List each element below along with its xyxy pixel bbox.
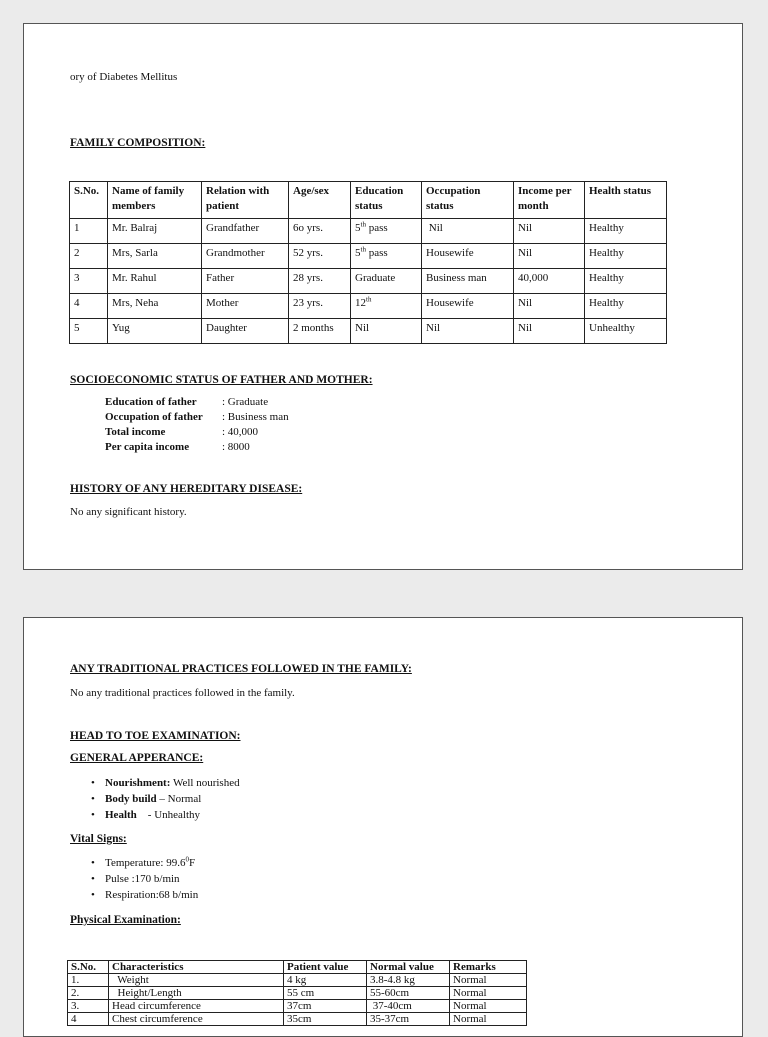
cell-normal-value: 35-37cm	[367, 1013, 450, 1026]
table-row	[70, 294, 667, 319]
cell-patient-value: 37cm	[284, 1000, 367, 1013]
cell-age: 2 months	[289, 319, 351, 344]
cell-name: Mr. Rahul	[108, 269, 202, 294]
general-appearance-heading: GENERAL APPERANCE:	[70, 752, 204, 764]
cell-name: Mrs, Sarla	[108, 244, 202, 269]
cell-relation: Mother	[202, 294, 289, 319]
hereditary-text: No any significant history.	[70, 506, 187, 518]
table-header-row	[70, 182, 667, 219]
education-sup: th	[360, 220, 366, 229]
cell-characteristic: Height/Length	[109, 987, 284, 1000]
cell-characteristic: Chest circumference	[109, 1013, 284, 1026]
ses-item	[105, 395, 289, 410]
intro-line: ory of Diabetes Mellitus	[70, 71, 178, 83]
general-appearance-list	[89, 775, 240, 823]
cell-relation: Father	[202, 269, 289, 294]
ses-item	[105, 410, 289, 425]
head-to-toe-heading: HEAD TO TOE EXAMINATION:	[70, 730, 241, 742]
table-header-row	[68, 961, 527, 974]
education-sup: th	[360, 245, 366, 254]
cell-occupation: Nil	[422, 319, 514, 344]
table-row	[70, 319, 667, 344]
cell-occupation: Nil	[422, 219, 514, 244]
ses-value: : Graduate	[222, 396, 269, 408]
ses-value: : 40,000	[222, 426, 259, 438]
cell-health: Healthy	[585, 294, 667, 319]
cell-occupation: Housewife	[422, 294, 514, 319]
cell-education	[351, 219, 422, 244]
cell-income: Nil	[514, 219, 585, 244]
item-value: Well nourished	[170, 777, 240, 789]
header-occupation: Occupation status	[422, 182, 514, 219]
cell-normal-value: 37-40cm	[367, 1000, 450, 1013]
list-item	[89, 775, 240, 791]
cell-sno: 1	[70, 219, 108, 244]
header-education: Education status	[351, 182, 422, 219]
ses-value: : 8000	[222, 441, 250, 453]
ses-label: Total income	[105, 426, 166, 438]
cell-sno: 4	[68, 1013, 109, 1026]
table-row	[68, 1000, 527, 1013]
item-value: – Normal	[156, 793, 202, 805]
family-composition-heading: FAMILY COMPOSITION:	[70, 137, 206, 149]
physical-examination-heading: Physical Examination:	[70, 914, 181, 926]
item-label: Nourishment:	[105, 777, 171, 789]
cell-remarks: Normal	[450, 974, 527, 987]
table-row	[70, 244, 667, 269]
traditional-practices-heading: ANY TRADITIONAL PRACTICES FOLLOWED IN THE FAMILY:	[70, 663, 412, 675]
cell-normal-value: 3.8-4.8 kg	[367, 974, 450, 987]
cell-name: Mr. Balraj	[108, 219, 202, 244]
header-income: Income per month	[514, 182, 585, 219]
cell-sno: 4	[70, 294, 108, 319]
cell-age: 6o yrs.	[289, 219, 351, 244]
traditional-practices-text: No any traditional practices followed in the family.	[70, 687, 295, 699]
ses-item	[105, 425, 289, 440]
ses-value: : Business man	[222, 411, 289, 423]
education-value: Graduate	[355, 272, 396, 284]
list-item: • Pulse :170 b/min	[89, 871, 198, 887]
item-label: Health	[105, 809, 137, 821]
cell-income: Nil	[514, 244, 585, 269]
cell-remarks: Normal	[450, 1000, 527, 1013]
cell-patient-value: 35cm	[284, 1013, 367, 1026]
cell-name: Mrs, Neha	[108, 294, 202, 319]
temperature-unit: F	[188, 857, 196, 869]
list-item: • Respiration:68 b/min	[89, 887, 198, 903]
cell-sno: 3	[70, 269, 108, 294]
cell-sno: 5	[70, 319, 108, 344]
document-page-1	[23, 23, 743, 570]
cell-sno: 3.	[68, 1000, 109, 1013]
ses-item	[105, 440, 289, 455]
cell-education	[351, 269, 422, 294]
table-row	[70, 269, 667, 294]
header-sno: S.No.	[68, 961, 109, 974]
education-suffix: pass	[365, 222, 388, 234]
family-composition-table	[69, 181, 667, 344]
education-value: 12	[355, 297, 366, 309]
cell-education	[351, 244, 422, 269]
cell-health: Healthy	[585, 244, 667, 269]
physical-examination-table	[67, 960, 527, 1026]
cell-relation: Grandmother	[202, 244, 289, 269]
vital-signs-list	[89, 855, 198, 903]
cell-characteristic: Head circumference	[109, 1000, 284, 1013]
education-value: Nil	[355, 322, 370, 334]
header-relation: Relation with patient	[202, 182, 289, 219]
socioeconomic-list	[105, 395, 289, 455]
list-item	[89, 855, 198, 871]
header-health: Health status	[585, 182, 667, 219]
vital-temperature: Temperature: 99.6	[105, 857, 186, 869]
ses-label: Occupation of father	[105, 411, 203, 423]
cell-sno: 2	[70, 244, 108, 269]
list-item	[89, 791, 240, 807]
cell-education	[351, 294, 422, 319]
header-age: Age/sex	[289, 182, 351, 219]
cell-patient-value: 55 cm	[284, 987, 367, 1000]
table-row	[68, 974, 527, 987]
ses-label: Education of father	[105, 396, 197, 408]
cell-patient-value: 4 kg	[284, 974, 367, 987]
header-characteristics: Characteristics	[109, 961, 284, 974]
cell-age: 28 yrs.	[289, 269, 351, 294]
header-remarks: Remarks	[450, 961, 527, 974]
header-name: Name of family members	[108, 182, 202, 219]
cell-age: 23 yrs.	[289, 294, 351, 319]
cell-income: Nil	[514, 319, 585, 344]
header-sno: S.No.	[70, 182, 108, 219]
cell-characteristic: Weight	[109, 974, 284, 987]
hereditary-heading: HISTORY OF ANY HEREDITARY DISEASE:	[70, 483, 303, 495]
header-normal-value: Normal value	[367, 961, 450, 974]
cell-education	[351, 319, 422, 344]
cell-income: Nil	[514, 294, 585, 319]
ses-label: Per capita income	[105, 441, 190, 453]
cell-occupation: Housewife	[422, 244, 514, 269]
table-row	[68, 987, 527, 1000]
cell-sno: 1.	[68, 974, 109, 987]
item-value: - Unhealthy	[136, 809, 201, 821]
cell-relation: Daughter	[202, 319, 289, 344]
cell-health: Healthy	[585, 269, 667, 294]
cell-remarks: Normal	[450, 1013, 527, 1026]
list-item	[89, 807, 240, 823]
cell-normal-value: 55-60cm	[367, 987, 450, 1000]
cell-income: 40,000	[514, 269, 585, 294]
education-sup: th	[366, 295, 372, 304]
education-suffix: pass	[365, 247, 388, 259]
cell-name: Yug	[108, 319, 202, 344]
header-patient-value: Patient value	[284, 961, 367, 974]
cell-sno: 2.	[68, 987, 109, 1000]
education-value: 5	[355, 222, 361, 234]
cell-health: Unhealthy	[585, 319, 667, 344]
cell-health: Healthy	[585, 219, 667, 244]
item-label: Body build	[105, 793, 157, 805]
cell-relation: Grandfather	[202, 219, 289, 244]
education-value: 5	[355, 247, 361, 259]
cell-age: 52 yrs.	[289, 244, 351, 269]
cell-occupation: Business man	[422, 269, 514, 294]
cell-remarks: Normal	[450, 987, 527, 1000]
document-page-2	[23, 617, 743, 1037]
vital-signs-heading: Vital Signs:	[70, 833, 127, 845]
socioeconomic-heading: SOCIOECONOMIC STATUS OF FATHER AND MOTHER:	[70, 374, 373, 386]
table-row	[70, 219, 667, 244]
degree-sup: 0	[185, 855, 189, 864]
